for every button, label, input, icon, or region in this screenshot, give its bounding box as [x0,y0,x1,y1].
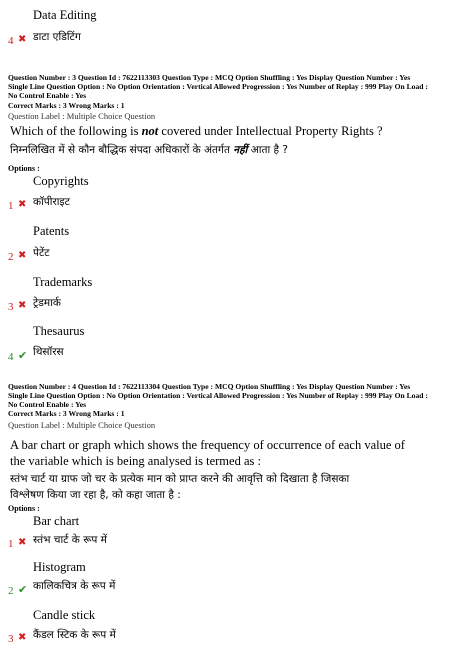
question-label: Question Label : Multiple Choice Question [8,111,156,121]
question-hindi-line: विश्लेषण किया जा रहा है, को कहा जाता है : [10,489,181,501]
cross-mark-icon: ✖ [18,250,27,261]
cross-mark-icon: ✖ [18,632,27,643]
question-text-line: A bar chart or graph which shows the frequency of occurrence of each value of [10,438,405,452]
cross-mark-icon: ✖ [18,537,27,548]
option-hindi-text: कॉपीराइट [33,196,70,208]
question-text-emphasis: not [141,124,159,138]
option-number: 3 [8,301,14,313]
question-meta-line: No Control Enable : Yes [8,400,87,409]
question-hindi-emphasis: नहीं [233,144,248,156]
question-text-part: covered under Intellectual Property Rights ? [158,124,383,138]
question-text-line: the variable which is being analysed is termed as : [10,454,261,468]
question-text [10,124,383,139]
cross-mark-icon: ✖ [18,199,27,210]
option-text: Trademarks [33,275,93,289]
check-mark-icon: ✔ [18,583,28,596]
option-hindi-text: कैंडल स्टिक के रूप में [33,629,116,641]
option-text: Data Editing [33,8,97,22]
option-hindi-text: स्तंभ चार्ट के रूप में [33,534,107,546]
question-label: Question Label : Multiple Choice Question [8,420,156,430]
option-hindi-text: ट्रेडमार्क [33,297,61,309]
question-meta-line: Question Number : 3 Question Id : 7622113303 Question Type : MCQ Option Shuffling : Yes Display Question Number : Yes [8,73,411,82]
options-heading: Options : [8,164,40,173]
question-meta-line: Question Number : 4 Question Id : 7622113304 Question Type : MCQ Option Shuffling : Yes Display Question Number : Yes [8,382,411,391]
option-hindi-text: कालिकचित्र के रूप में [33,580,116,592]
option-number: 1 [8,200,14,212]
cross-mark-icon: ✖ [18,300,27,311]
question-meta-line: No Control Enable : Yes [8,91,87,100]
cross-mark-icon: ✖ [18,34,27,45]
option-hindi-text: डाटा एडिटिंग [33,31,81,43]
option-number: 3 [8,633,14,645]
question-marks: Correct Marks : 3 Wrong Marks : 1 [8,409,125,418]
option-number: 2 [8,251,14,263]
option-number: 4 [8,35,14,47]
question-hindi-line: स्तंभ चार्ट या ग्राफ जो चर के प्रत्येक मान को प्राप्त करने की आवृत्ति को दिखाता है जिसका [10,473,350,485]
options-heading: Options : [8,504,40,513]
option-text: Thesaurus [33,324,85,338]
option-hindi-text: थिसॉरस [33,346,64,358]
question-text-part: Which of the following is [10,124,142,138]
option-number: 2 [8,585,14,597]
question-meta-line: Single Line Question Option : No Option Orientation : Vertical Allowed Progression : Yes Number of Replay : 999 Play On Load : [8,82,428,91]
option-text: Copyrights [33,174,89,188]
question-hindi-part: निम्नलिखित में से कौन बौद्धिक संपदा अधिकारों के अंतर्गत [10,144,234,156]
option-hindi-text: पेटेंट [33,247,50,259]
option-text: Patents [33,224,70,238]
question-marks: Correct Marks : 3 Wrong Marks : 1 [8,101,125,110]
question-meta-line: Single Line Question Option : No Option Orientation : Vertical Allowed Progression : Yes Number of Replay : 999 Play On Load : [8,391,428,400]
check-mark-icon: ✔ [18,349,28,362]
option-text: Candle stick [33,608,96,622]
option-text: Histogram [33,560,86,574]
option-text: Bar chart [33,514,80,528]
question-hindi-text [10,143,288,157]
question-hindi-part: आता है ? [247,144,289,156]
option-number: 1 [8,538,14,550]
option-number: 4 [8,351,14,363]
